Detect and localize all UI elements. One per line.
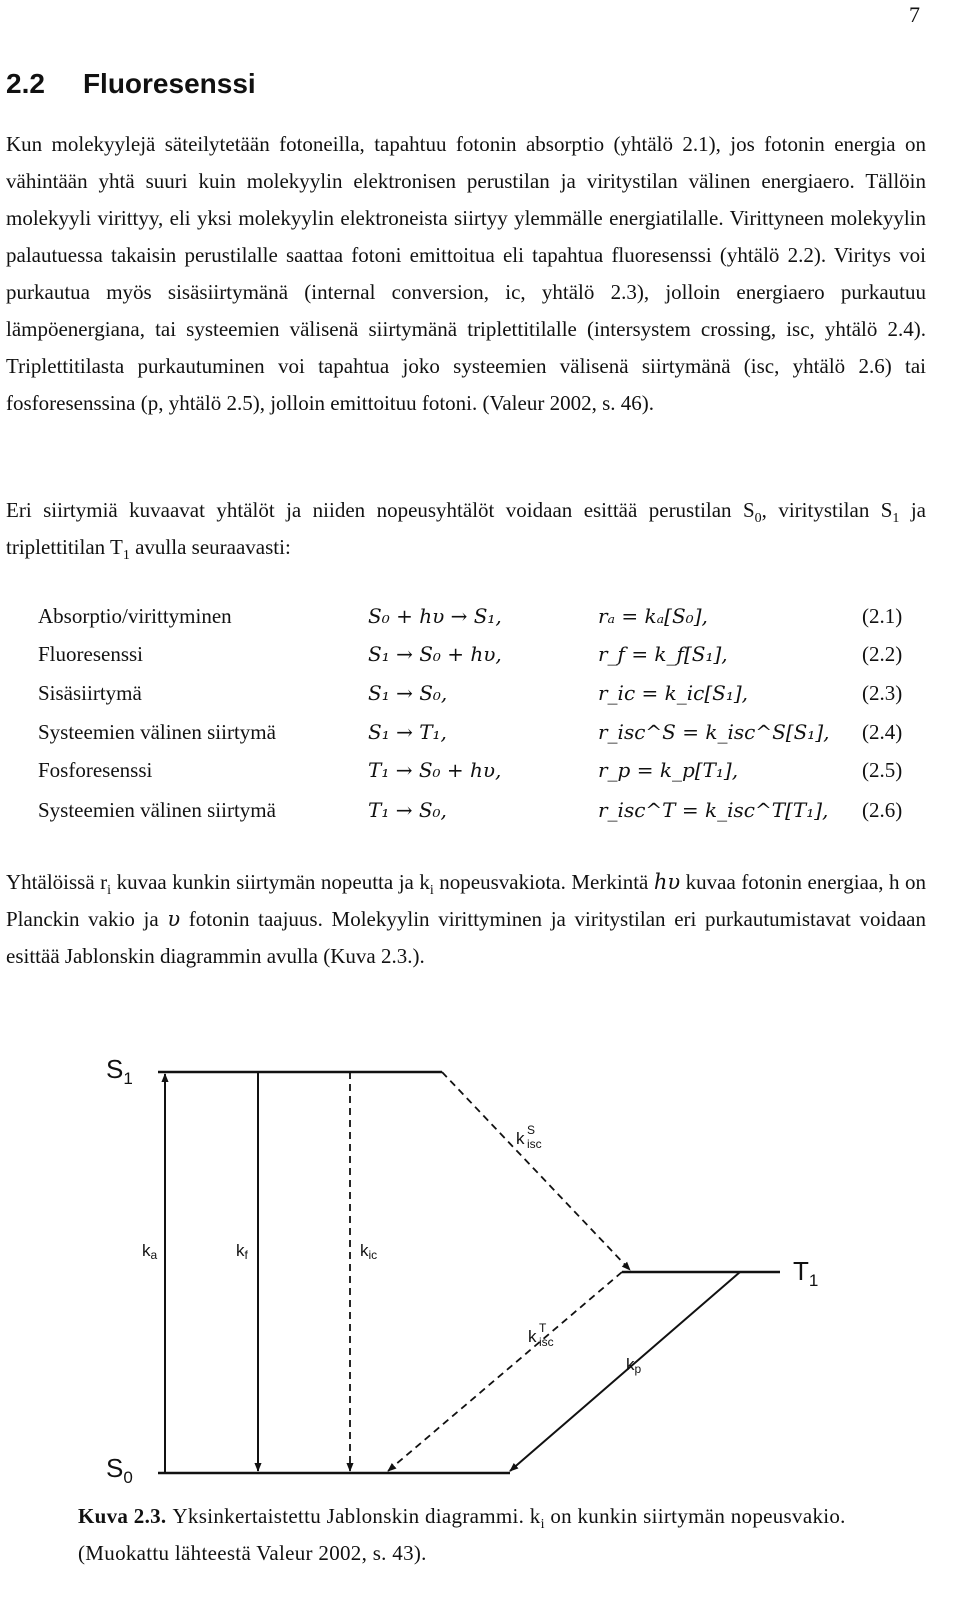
s1-label-sub: 1 [123,1069,133,1088]
t1-label-base: T [793,1256,809,1286]
photon-energy-symbol: hυ [653,870,681,894]
states-text: ja triplettitilan T [6,498,926,559]
equation-number: (2.6) [862,798,903,822]
equation-name: Systeemien välinen siirtymä [38,798,276,822]
explanation-text: nopeusvakiota. Merkintä [433,870,654,894]
caption-text: Yksinkertaistettu Jablonskin diagrammi. k [172,1504,541,1528]
caption-text: on kunkin siirtymän nopeusvakio. (Muokattu lähteestä Valeur 2002, s. 43). [78,1504,846,1565]
kf-base: k [236,1241,245,1260]
equation-rate: r_isc^T = k_isc^T[T₁], [598,798,829,822]
s1-label-base: S [106,1054,124,1084]
kp-base: k [626,1355,635,1374]
ka-base: k [142,1241,151,1260]
equation-reaction: S₁ → S₀ + hυ, [368,642,502,666]
intro-paragraph: Kun molekyylejä säteilytetään fotoneilla, tapahtuu fotonin absorptio (yhtälö 2.1), jos fotonin energia on vähintään yhtä suuri kuin molekyylin elektronisen perustilan ja viritystilan välinen energiaero. Tällöin molekyyli virittyy, eli yksi molekyylin elektroneista siirtyy ylemmälle energiatilalle. Virittyneen molekyylin palautuessa takaisin perustilalle saattaa fotoni emittoitua eli tapahtua fluoresenssi (yhtälö 2.2). Viritys voi purkautua myös sisäsiirtymänä (internal conversion, ic, yhtälö 2.3), jolloin energiaero purkautuu lämpöenergiana, tai systeemien välisenä siirtymänä triplettitilalle (intersystem crossing, isc, yhtälö 2.4). Triplettitilasta purkautuminen voi tapahtua joko systeemien välisenä siirtymänä (isc, yhtälö 2.6) tai fosforesenssina (p, yhtälö 2.5), jolloin emittoituu fotoni. (Valeur 2002, s. 46). [6,132,926,415]
states-text: avulla seuraavasti: [129,535,291,559]
section-heading [6,68,256,100]
s0-label-base: S [106,1453,124,1483]
equation-number: (2.4) [862,720,903,744]
s1-label [106,1054,133,1088]
equation-row [38,642,938,680]
s0-label [106,1453,133,1487]
equation-reaction: T₁ → S₀, [368,798,447,822]
isc-t1-s0-arrow [388,1272,622,1471]
equation-row [38,758,938,796]
t1-label-sub: 1 [808,1271,819,1290]
sub: i [429,883,434,899]
equation-reaction: S₁ → S₀, [368,681,448,705]
equation-name: Fosforesenssi [38,758,153,782]
phosphorescence-arrow [510,1272,740,1471]
equation-rate: rₐ = kₐ[S₀], [598,604,708,628]
jablonski-diagram [0,1040,960,1490]
sub: 1 [122,548,130,564]
sub: 0 [754,511,762,527]
figure-caption [78,1498,928,1572]
equation-rate: r_p = k_p[T₁], [598,758,739,782]
t1-label [793,1256,818,1290]
equation-reaction: T₁ → S₀ + hυ, [368,758,502,782]
equation-row [38,681,938,719]
equation-row [38,798,938,836]
explanation-text: kuvaa kunkin siirtymän nopeutta ja k [111,870,430,894]
explanation-text: Yhtälöissä r [6,870,108,894]
explanation-text: fotonin taajuus. Molekyylin virittyminen ja viritystilan eri purkautumistavat voidaan esittää Jablonskin diagrammin avulla (Kuva 2.3.). [6,907,926,968]
frequency-symbol: υ [167,907,181,931]
kisc-s-sub: isc [527,1137,542,1151]
section-number: 2.2 [6,68,45,99]
equation-rate: r_f = k_f[S₁], [598,642,728,666]
equation-rate: r_ic = k_ic[S₁], [598,681,749,705]
explanation-text: kuvaa fotonin energiaa, h on Planckin vakio ja [6,870,926,931]
equation-number: (2.5) [862,758,903,782]
equation-name: Fluoresenssi [38,642,143,666]
equation-name: Sisäsiirtymä [38,681,142,705]
section-title: Fluoresenssi [82,68,256,99]
ka-sub: a [150,1248,158,1262]
kisc-t-sup: T [539,1321,547,1335]
states-text: , viritystilan S [761,498,893,522]
equation-number: (2.1) [862,604,903,628]
explanation-paragraph [6,864,926,975]
ka-label [142,1241,158,1262]
kic-base: k [360,1241,369,1260]
states-text: Eri siirtymiä kuvaavat yhtälöt ja niiden nopeusyhtälöt voidaan esittää perustilan S [6,498,755,522]
isc-s1-t1-arrow [442,1072,630,1270]
equation-name: Systeemien välinen siirtymä [38,720,276,744]
equation-row [38,604,938,642]
kf-label [236,1241,249,1262]
sub: i [107,883,112,899]
equation-rate: r_isc^S = k_isc^S[S₁], [598,720,830,744]
kisc-s-label: k [516,1129,525,1148]
sub: 1 [892,511,900,527]
kisc-s-sup: S [527,1123,536,1137]
s0-label-sub: 0 [123,1468,133,1487]
kic-sub: ic [368,1248,378,1262]
kisc-t-label: k [528,1327,537,1346]
equation-number: (2.2) [862,642,903,666]
kp-sub: p [634,1362,642,1376]
sub: i [540,1517,545,1533]
equation-number: (2.3) [862,681,903,705]
equation-name: Absorptio/virittyminen [38,604,232,628]
equation-row [38,720,938,758]
states-paragraph [6,492,926,566]
page-number: 7 [909,2,920,27]
caption-label: Kuva 2.3. [78,1504,167,1528]
equation-reaction: S₀ + hυ → S₁, [368,604,502,628]
kisc-t-sub: isc [539,1335,554,1349]
kic-label [360,1241,377,1262]
kf-sub: f [244,1248,248,1262]
equation-reaction: S₁ → T₁, [368,720,447,744]
